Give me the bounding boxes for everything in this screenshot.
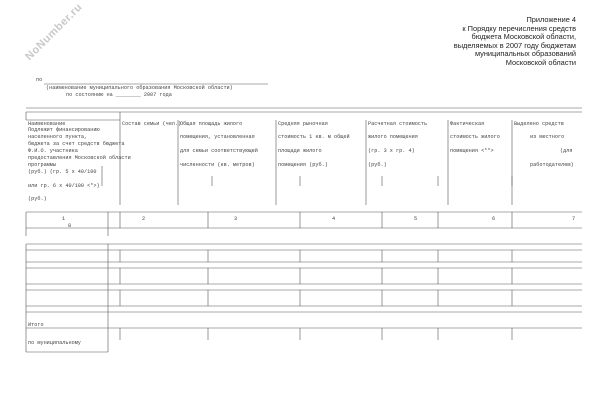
col4-line: помещения (руб.) xyxy=(278,162,328,168)
col5-line: Расчетная стоимость xyxy=(368,121,428,127)
col7-line: работодателем) xyxy=(530,162,574,168)
watermark: NoNumber.ru xyxy=(23,1,85,63)
column-number: 3 xyxy=(234,216,238,222)
col5-line: (руб.) xyxy=(368,162,387,168)
appendix-line: Приложение 4 xyxy=(526,15,576,24)
column-number: 2 xyxy=(142,216,146,222)
col4-line: площади жилого xyxy=(278,148,322,154)
appendix-line: муниципальных образований xyxy=(474,49,576,59)
col1-line: предоставления Московской области xyxy=(28,155,131,161)
col6-line: Фактическая xyxy=(450,121,485,127)
total-label: Итого xyxy=(28,322,44,328)
column-number: 6 xyxy=(492,216,496,222)
col4-line: Средняя рыночная xyxy=(278,121,328,127)
col1-line: Подлежит финансированию xyxy=(28,127,100,133)
col3-line: Общая площадь жилого xyxy=(180,121,243,127)
col4-line: стоимость 1 кв. м общей xyxy=(278,134,350,140)
appendix-line: выделяемых в 2007 году бюджетам xyxy=(453,40,576,50)
col3-line: численности (кв. метров) xyxy=(180,162,255,168)
col1-line: (руб.) xyxy=(28,196,47,202)
col1-line: или гр. 6 х 40/100 <*>) xyxy=(28,183,100,189)
col1-line: (руб.) (гр. 5 х 40/100 xyxy=(28,169,97,175)
column-number: 8 xyxy=(68,223,72,229)
col7-line: (для xyxy=(560,148,573,154)
appendix-line: бюджета Московской области, xyxy=(471,32,576,42)
col1-line: бюджета за счет средств бюджета xyxy=(28,141,125,147)
col2-line: Состав семьи (чел.) xyxy=(122,121,182,127)
col1-line: Ф.И.О. участника xyxy=(28,148,78,154)
column-number: 1 xyxy=(62,216,66,222)
col1-line: населенного пункта, xyxy=(28,134,88,140)
col7-line: из местного xyxy=(530,134,565,140)
col5-line: (гр. 3 х гр. 4) xyxy=(368,148,415,154)
col7-line: Выделено средств xyxy=(514,121,564,127)
by-municipality-label: по муниципальному xyxy=(28,340,81,346)
col3-line: для семьи соответствующей xyxy=(180,148,258,154)
col1-line: Наименование xyxy=(28,121,66,127)
municipality-caption: (наименование муниципального образования Московской области) xyxy=(46,85,233,91)
col3-line: помещения, установленная xyxy=(180,134,255,140)
column-number: 4 xyxy=(332,216,336,222)
column-number: 5 xyxy=(414,216,418,222)
col5-line: жилого помещения xyxy=(368,134,418,140)
appendix-line: к Порядку перечисления средств xyxy=(462,23,576,33)
as-of-date: по состоянию на ________ 2007 года xyxy=(66,92,172,98)
col6-line: помещения <**> xyxy=(450,148,494,154)
column-number: 7 xyxy=(572,216,576,222)
appendix-line: Московской области xyxy=(505,57,576,67)
col1-line: программы xyxy=(28,162,57,168)
po-label: по xyxy=(36,77,43,83)
col6-line: стоимость жилого xyxy=(450,134,500,140)
